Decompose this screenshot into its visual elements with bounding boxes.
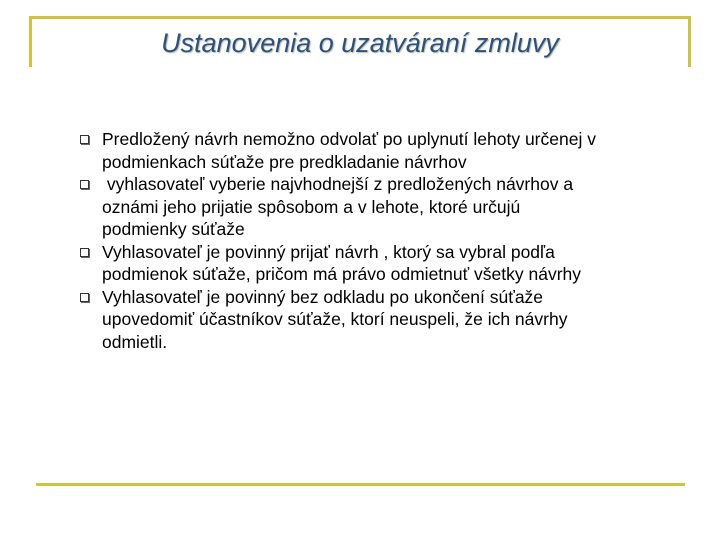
bullet-item-1 (80, 128, 680, 173)
bullet-4-line-2: upovedomiť účastníkov súťaže, ktorí neuspeli, že ich návrhy (102, 309, 568, 329)
bullet-item-2 (80, 173, 680, 241)
hollow-square-bullet-icon (80, 293, 89, 302)
bullet-list (80, 128, 680, 353)
hollow-square-bullet-icon (80, 248, 89, 257)
bullet-3-line-1: Vyhlasovateľ je povinný prijať návrh , ktorý sa vybral podľa (102, 241, 555, 262)
frame-bottom-line (36, 483, 685, 486)
bullet-item-3 (80, 241, 680, 286)
bullet-2-line-3: podmienky súťaže (102, 219, 245, 239)
frame-top-line (29, 16, 691, 19)
bullet-1-line-1: Predložený návrh nemožno odvolať po uplynutí lehoty určenej v (102, 129, 596, 149)
bullet-3-line-2: podmienok súťaže, pričom má právo odmietnuť všetky návrhy (102, 264, 582, 284)
hollow-square-bullet-icon (80, 180, 89, 189)
bullet-item-4 (80, 286, 680, 354)
slide-title: Ustanovenia o uzatváraní zmluvy (161, 28, 559, 58)
bullet-4-line-1: Vyhlasovateľ je povinný bez odkladu po ukončení súťaže (102, 286, 544, 307)
bullet-2-line-2: oznámi jeho prijatie spôsobom a v lehote, ktoré určujú (102, 196, 521, 217)
hollow-square-bullet-icon (80, 135, 89, 144)
bullet-2-line-1: vyhlasovateľ vyberie najvhodnejší z predložených návrhov a (102, 174, 574, 194)
bullet-1-line-2: podmienkach súťaže pre predkladanie návrhov (102, 151, 467, 172)
bullet-4-line-3: odmietli. (102, 331, 168, 352)
